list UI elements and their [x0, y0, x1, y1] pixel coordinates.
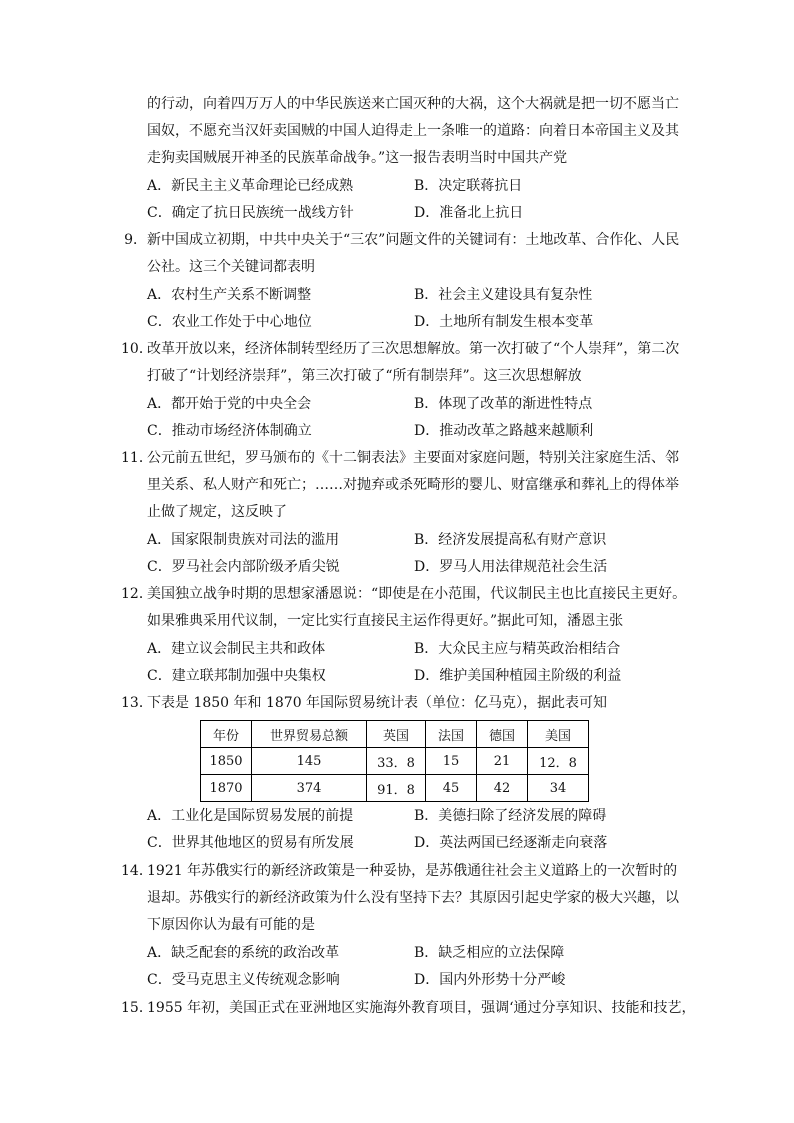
- q10-stem-1: 改革开放以来，经济体制转型经历了三次思想解放。第一次打破了“个人崇拜”，第二次: [147, 341, 680, 357]
- table-cell: 34: [528, 775, 589, 802]
- q11-number: 11．: [121, 450, 153, 466]
- q11-stem-1: 公元前五世纪，罗马颁布的《十二铜表法》主要面对家庭问题，特别关注家庭生活、邻: [147, 450, 679, 466]
- q12-stem-2: 如果雅典采用代议制，一定比实行直接民主运作得更好。”据此可知，潘恩主张: [147, 613, 624, 629]
- q14-number: 14．: [121, 863, 153, 879]
- q14-stem-2: 退却。苏俄实行的新经济政策为什么没有坚持下去？其原因引起史学家的极大兴趣，以: [147, 890, 679, 906]
- q11-line-1: [121, 448, 679, 468]
- q11-stem-3: 止做了规定，这反映了: [147, 504, 287, 520]
- q8-option-b: B．决定联蒋抗日: [414, 178, 523, 194]
- table-cell: 42: [477, 775, 528, 802]
- q9-option-b: B．社会主义建设具有复杂性: [414, 287, 593, 303]
- table-cell: 374: [252, 775, 367, 802]
- q13-option-b: B．美德扫除了经济发展的障碍: [414, 808, 607, 824]
- q10-option-c: C．推动市场经济体制确立: [147, 423, 312, 439]
- q15-line-1: [121, 998, 696, 1018]
- q10-stem-2: 打破了“计划经济崇拜”，第三次打破了“所有制崇拜”。这三次思想解放: [147, 368, 582, 384]
- q8-option-c: C．确定了抗日民族统一战线方针: [147, 205, 354, 221]
- table-header-cell: 美国: [528, 721, 589, 748]
- table-cell: 1850: [201, 748, 252, 775]
- table-header-cell: 法国: [426, 721, 477, 748]
- q14-line-1: [121, 861, 677, 881]
- q12-number: 12．: [121, 586, 153, 602]
- q14-option-c: C．受马克思主义传统观念影响: [147, 972, 340, 988]
- q14-option-b: B．缺乏相应的立法保障: [414, 945, 565, 961]
- q13-option-a: A．工业化是国际贸易发展的前提: [147, 808, 354, 824]
- q8-text-line-3: 走狗卖国贼展开神圣的民族革命战争。”这一报告表明当时中国共产党: [147, 150, 568, 166]
- q13-number: 13．: [121, 695, 153, 711]
- q8-option-a: A．新民主主义革命理论已经成熟: [147, 178, 354, 194]
- q10-option-a: A．都开始于党的中央全会: [147, 396, 312, 412]
- q10-option-b: B．体现了改革的渐进性特点: [414, 396, 593, 412]
- q15-stem-1: 1955 年初，美国正式在亚洲地区实施海外教育项目，强调‘通过分享知识、技能和技艺，: [147, 1000, 696, 1016]
- q8-text-line-2: 国奴，不愿充当汉奸卖国贼的中国人迫得走上一条唯一的道路：向着日本帝国主义及其: [147, 123, 679, 139]
- table-header-cell: 年份: [201, 721, 252, 748]
- table-cell: 145: [252, 748, 367, 775]
- table-header-cell: 英国: [367, 721, 426, 748]
- table-cell: 1870: [201, 775, 252, 802]
- q10-line-1: [121, 339, 679, 359]
- table-row: [201, 748, 589, 775]
- q12-option-b: B．大众民主应与精英政治相结合: [414, 641, 621, 657]
- table-cell: 45: [426, 775, 477, 802]
- q9-option-c: C．农业工作处于中心地位: [147, 314, 312, 330]
- q11-option-b: B．经济发展提高私有财产意识: [414, 532, 607, 548]
- q10-number: 10．: [121, 341, 153, 357]
- table-header-cell: 世界贸易总额: [252, 721, 367, 748]
- q9-option-d: D．土地所有制发生根本变革: [414, 314, 594, 330]
- q11-stem-2: 里关系、私人财产和死亡；……对抛弃或杀死畸形的婴儿、财富继承和葬礼上的得体举: [147, 477, 679, 493]
- q9-stem-2: 公社。这三个关键词都表明: [147, 259, 315, 275]
- q14-stem-3: 下原因你认为最有可能的是: [147, 917, 315, 933]
- q9-number: 9．: [124, 232, 147, 248]
- q13-stem-1: 下表是 1850 年和 1870 年国际贸易统计表（单位：亿马克），据此表可知: [147, 695, 608, 711]
- table-cell: 15: [426, 748, 477, 775]
- q9-line-1: [121, 230, 679, 250]
- q14-option-d: D．国内外形势十分严峻: [414, 972, 566, 988]
- trade-statistics-table: [200, 720, 589, 802]
- q13-line-1: [121, 693, 607, 713]
- q12-line-1: [121, 584, 686, 604]
- q13-option-d: D．英法两国已经逐渐走向衰落: [414, 835, 608, 851]
- table-cell: 12．8: [528, 748, 589, 775]
- q13-option-c: C．世界其他地区的贸易有所发展: [147, 835, 354, 851]
- q9-option-a: A．农村生产关系不断调整: [147, 287, 312, 303]
- q12-option-c: C．建立联邦制加强中央集权: [147, 668, 326, 684]
- table-cell: 21: [477, 748, 528, 775]
- q9-stem-1: 新中国成立初期，中共中央关于“三农”问题文件的关键词有：土地改革、合作化、人民: [147, 232, 680, 248]
- table-header-cell: 德国: [477, 721, 528, 748]
- q11-option-d: D．罗马人用法律规范社会生活: [414, 559, 608, 575]
- q14-option-a: A．缺乏配套的系统的政治改革: [147, 945, 340, 961]
- table-cell: 91．8: [367, 775, 426, 802]
- q8-option-d: D．准备北上抗日: [414, 205, 524, 221]
- table-header-row: [201, 721, 589, 748]
- q8-text-line-1: 的行动，向着四万万人的中华民族送来亡国灭种的大祸，这个大祸就是把一切不愿当亡: [147, 96, 679, 112]
- q14-stem-1: 1921 年苏俄实行的新经济政策是一种妥协，是苏俄通往社会主义道路上的一次暂时的: [147, 863, 678, 879]
- q10-option-d: D．推动改革之路越来越顺利: [414, 423, 594, 439]
- q11-option-c: C．罗马社会内部阶级矛盾尖锐: [147, 559, 340, 575]
- q12-stem-1: 美国独立战争时期的思想家潘恩说：“即使是在小范围，代议制民主也比直接民主更好。: [147, 586, 687, 602]
- q12-option-a: A．建立议会制民主共和政体: [147, 641, 326, 657]
- q15-number: 15．: [121, 1000, 153, 1016]
- q11-option-a: A．国家限制贵族对司法的滥用: [147, 532, 340, 548]
- q12-option-d: D．维护美国种植园主阶级的利益: [414, 668, 622, 684]
- table-cell: 33．8: [367, 748, 426, 775]
- table-row: [201, 775, 589, 802]
